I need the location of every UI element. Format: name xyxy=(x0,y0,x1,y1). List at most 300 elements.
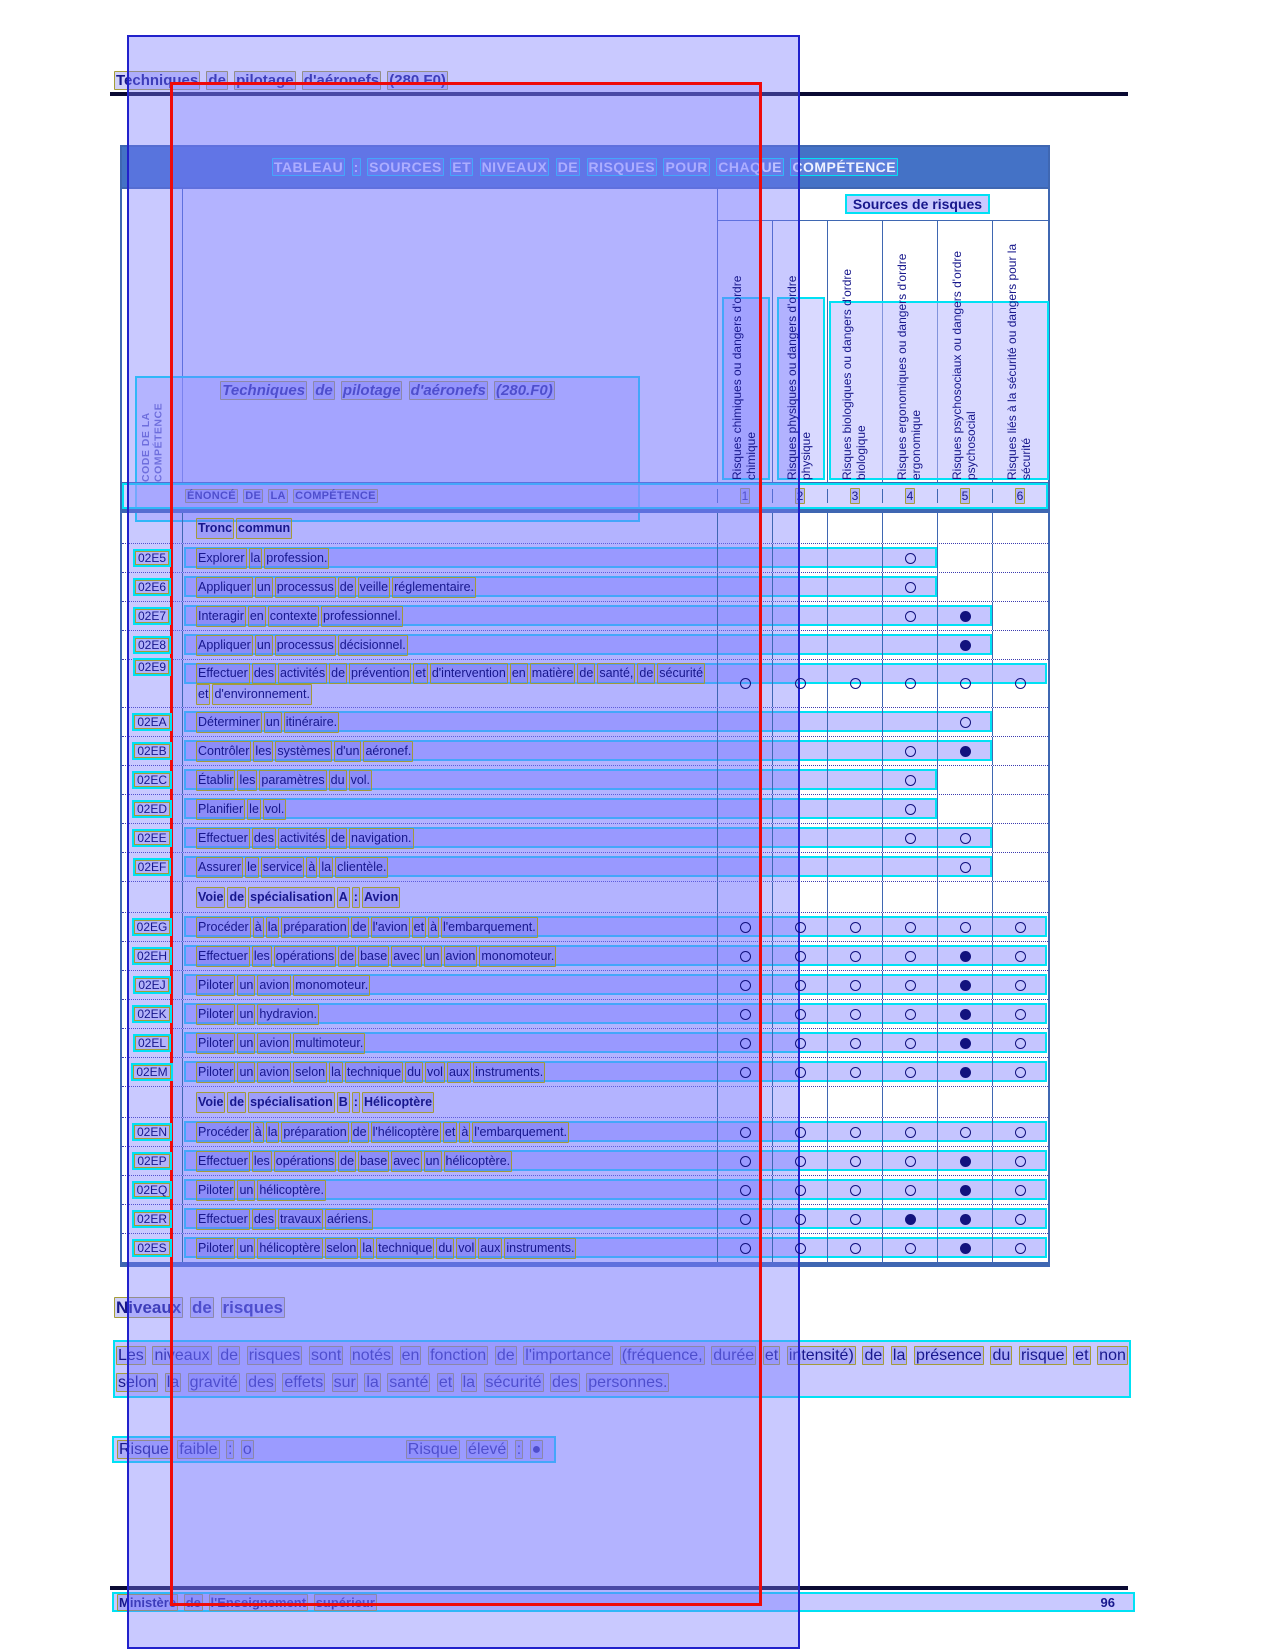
risk-marker-filled xyxy=(960,611,971,622)
risk-marker-open-cell xyxy=(772,1176,827,1204)
empty-cell xyxy=(772,824,827,852)
risk-marker-open xyxy=(905,582,916,593)
risk-marker-filled-cell xyxy=(937,942,992,970)
table-row xyxy=(122,543,1048,572)
table-row xyxy=(122,1146,1048,1175)
row-code: 02E9 xyxy=(122,660,182,674)
risk-marker-open-cell xyxy=(772,1118,827,1146)
table-header xyxy=(122,189,1048,482)
risk-marker-open-cell xyxy=(827,1147,882,1175)
row-text: Appliquer un processus décisionnel. xyxy=(182,631,717,659)
row-code: 02EJ xyxy=(122,978,182,992)
risk-marker-open xyxy=(795,1038,806,1049)
empty-cell xyxy=(772,544,827,572)
row-text: Explorer la profession. xyxy=(182,544,717,572)
risk-marker-open-cell xyxy=(717,1176,772,1204)
table-body xyxy=(122,513,1048,1262)
col-number: 4 xyxy=(882,489,937,503)
risk-marker-open xyxy=(960,1127,971,1138)
risk-column-label: Risques psychosociaux ou dangers d'ordre psychosocial xyxy=(950,250,979,480)
risk-marker-open xyxy=(740,951,751,962)
risk-marker-open-cell xyxy=(772,942,827,970)
risk-marker-filled xyxy=(960,1185,971,1196)
empty-cell xyxy=(992,544,1047,572)
table-row xyxy=(122,852,1048,881)
risk-marker-filled-cell xyxy=(937,1176,992,1204)
empty-cell xyxy=(882,513,937,543)
risk-marker-open-cell xyxy=(992,942,1047,970)
risk-marker-open xyxy=(960,833,971,844)
risk-marker-open xyxy=(795,1127,806,1138)
risk-marker-open xyxy=(1015,1038,1026,1049)
row-code: 02ER xyxy=(122,1212,182,1226)
risk-marker-open-cell xyxy=(717,1000,772,1028)
risk-marker-filled xyxy=(960,980,971,991)
risk-marker-open xyxy=(850,980,861,991)
risk-marker-open-cell xyxy=(882,737,937,765)
risk-marker-filled-cell xyxy=(937,971,992,999)
footer-line xyxy=(112,1592,1135,1612)
risk-marker-open xyxy=(850,1156,861,1167)
col-number: 3 xyxy=(827,489,882,503)
row-text: Planifier le vol. xyxy=(182,795,717,823)
risk-marker-open-cell xyxy=(937,853,992,881)
risk-marker-filled xyxy=(960,746,971,757)
risk-marker-open xyxy=(905,1185,916,1196)
empty-cell xyxy=(827,824,882,852)
risk-marker-filled-cell xyxy=(937,631,992,659)
risk-marker-open xyxy=(1015,980,1026,991)
empty-cell xyxy=(772,1087,827,1117)
risk-marker-filled-cell xyxy=(937,1234,992,1262)
risk-marker-open xyxy=(960,862,971,873)
risk-marker-open-cell xyxy=(992,1176,1047,1204)
empty-cell xyxy=(992,795,1047,823)
risk-marker-open xyxy=(905,804,916,815)
col-number: 1 xyxy=(717,489,772,503)
empty-cell xyxy=(937,513,992,543)
table-row xyxy=(122,941,1048,970)
empty-cell xyxy=(772,708,827,736)
risk-marker-open xyxy=(905,775,916,786)
risk-marker-open xyxy=(740,1243,751,1254)
risk-marker-open xyxy=(795,1156,806,1167)
risk-marker-open-cell xyxy=(772,1205,827,1233)
risk-column-label: Risques physiques ou dangers d'ordre physique xyxy=(785,275,814,480)
risk-marker-open-cell xyxy=(992,1058,1047,1086)
risk-marker-open xyxy=(850,922,861,933)
risk-marker-filled-cell xyxy=(882,1205,937,1233)
risk-marker-open-cell xyxy=(882,795,937,823)
niveaux-paragraph: Les niveaux de risques sont notés en fonction de l'importance (fréquence, durée et intensité) de la présence du risque et non selon la gravité des effets sur la santé et la sécurité des personnes. xyxy=(113,1340,1131,1398)
risk-marker-open xyxy=(1015,1156,1026,1167)
empty-cell xyxy=(992,631,1047,659)
row-code: 02E7 xyxy=(122,609,182,623)
risk-marker-open xyxy=(905,1038,916,1049)
table-row xyxy=(122,765,1048,794)
empty-cell xyxy=(717,737,772,765)
footer-ministry: Ministère de l'Enseignement supérieur xyxy=(119,1594,375,1610)
empty-cell xyxy=(882,631,937,659)
empty-cell xyxy=(717,766,772,794)
table-row xyxy=(122,601,1048,630)
table-row xyxy=(122,630,1048,659)
program-title: Techniques de pilotage d'aéronefs (280.F0) xyxy=(222,382,553,399)
empty-cell xyxy=(882,882,937,912)
col-number: 6 xyxy=(992,489,1047,503)
empty-cell xyxy=(992,708,1047,736)
table-row xyxy=(122,794,1048,823)
risk-marker-open-cell xyxy=(992,1000,1047,1028)
risk-marker-open-cell xyxy=(992,1118,1047,1146)
risk-marker-open-cell xyxy=(882,913,937,941)
risk-marker-filled xyxy=(905,1214,916,1225)
row-text: Effectuer les opérations de base avec un hélicoptère. xyxy=(182,1147,717,1175)
risk-marker-open xyxy=(850,1243,861,1254)
empty-cell xyxy=(992,737,1047,765)
risk-marker-open xyxy=(795,1214,806,1225)
risk-marker-open xyxy=(1015,1127,1026,1138)
risk-marker-open xyxy=(795,951,806,962)
risk-marker-open xyxy=(905,1243,916,1254)
row-text: Piloter un hélicoptère selon la technique du vol aux instruments. xyxy=(182,1234,717,1262)
table-row xyxy=(122,1175,1048,1204)
risk-marker-filled xyxy=(960,1067,971,1078)
row-text: Effectuer des activités de prévention et d'intervention en matière de santé, de sécurité et d'environnement. xyxy=(182,660,717,707)
empty-cell xyxy=(992,766,1047,794)
empty-cell xyxy=(992,602,1047,630)
risk-marker-open-cell xyxy=(717,971,772,999)
legend-low: Risque faible : o xyxy=(119,1440,252,1458)
risk-marker-filled xyxy=(960,951,971,962)
risk-marker-open xyxy=(1015,922,1026,933)
footer-page-number: 96 xyxy=(1100,1594,1115,1610)
risk-marker-open-cell xyxy=(717,942,772,970)
row-text: Piloter un hydravion. xyxy=(182,1000,717,1028)
col-number: 5 xyxy=(937,489,992,503)
row-code: 02EC xyxy=(122,773,182,787)
empty-cell xyxy=(772,602,827,630)
section-row xyxy=(122,881,1048,912)
row-text: Voie de spécialisation A : Avion xyxy=(182,882,717,912)
risk-marker-open-cell xyxy=(772,971,827,999)
row-text: Interagir en contexte professionnel. xyxy=(182,602,717,630)
empty-cell xyxy=(772,737,827,765)
row-text: Tronc commun xyxy=(182,513,717,543)
row-code: 02E8 xyxy=(122,638,182,652)
row-code: 02EB xyxy=(122,744,182,758)
risk-marker-open-cell xyxy=(882,824,937,852)
empty-cell xyxy=(827,631,882,659)
risk-marker-open-cell xyxy=(882,971,937,999)
row-code: 02ES xyxy=(122,1241,182,1255)
risk-marker-open xyxy=(960,678,971,689)
risk-marker-open xyxy=(905,746,916,757)
empty-cell xyxy=(717,631,772,659)
risk-marker-open xyxy=(905,833,916,844)
empty-cell xyxy=(772,882,827,912)
risk-marker-open-cell xyxy=(937,1118,992,1146)
empty-cell xyxy=(992,1087,1047,1117)
empty-cell xyxy=(827,853,882,881)
row-text: Piloter un hélicoptère. xyxy=(182,1176,717,1204)
table-row xyxy=(122,659,1048,707)
risk-marker-open-cell xyxy=(882,766,937,794)
risk-marker-filled-cell xyxy=(937,1000,992,1028)
risk-marker-open-cell xyxy=(992,1234,1047,1262)
risk-marker-filled-cell xyxy=(937,1058,992,1086)
empty-cell xyxy=(882,853,937,881)
risk-marker-open-cell xyxy=(772,913,827,941)
row-text: Voie de spécialisation B : Hélicoptère xyxy=(182,1087,717,1117)
risk-marker-open-cell xyxy=(882,602,937,630)
row-text: Effectuer des activités de navigation. xyxy=(182,824,717,852)
risk-marker-open-cell xyxy=(772,660,827,707)
row-text: Procéder à la préparation de l'hélicoptère et à l'embarquement. xyxy=(182,1118,717,1146)
risk-marker-open-cell xyxy=(717,1205,772,1233)
risk-marker-open xyxy=(795,922,806,933)
risk-marker-open xyxy=(850,1009,861,1020)
risk-column-label: Risques biologiques ou dangers d'ordre biologique xyxy=(840,268,869,480)
risk-marker-open xyxy=(850,951,861,962)
risk-marker-open xyxy=(740,678,751,689)
risk-marker-open xyxy=(960,717,971,728)
empty-cell xyxy=(772,853,827,881)
risk-marker-filled xyxy=(960,1009,971,1020)
risk-column-label: Risques liés à la sécurité ou dangers pour la sécurité xyxy=(1005,243,1034,480)
risk-marker-open xyxy=(1015,1243,1026,1254)
risk-marker-open-cell xyxy=(992,1029,1047,1057)
empty-cell xyxy=(937,882,992,912)
empty-cell xyxy=(937,573,992,601)
risk-marker-open-cell xyxy=(882,660,937,707)
section-row xyxy=(122,1086,1048,1117)
risk-marker-open-cell xyxy=(717,1234,772,1262)
empty-cell xyxy=(717,882,772,912)
risk-marker-filled xyxy=(960,1214,971,1225)
empty-cell xyxy=(717,795,772,823)
risk-marker-open-cell xyxy=(717,1029,772,1057)
risk-marker-filled-cell xyxy=(937,602,992,630)
risk-marker-filled xyxy=(960,1038,971,1049)
empty-cell xyxy=(717,1087,772,1117)
risk-marker-open-cell xyxy=(717,913,772,941)
risk-marker-open-cell xyxy=(992,1147,1047,1175)
risk-marker-open-cell xyxy=(882,1234,937,1262)
empty-cell xyxy=(992,853,1047,881)
enonce-row xyxy=(122,482,1048,513)
col-number: 2 xyxy=(772,489,827,503)
risk-marker-open xyxy=(905,678,916,689)
empty-cell xyxy=(717,544,772,572)
risk-marker-open-cell xyxy=(882,942,937,970)
table-row xyxy=(122,707,1048,736)
row-code: 02EP xyxy=(122,1154,182,1168)
legend-high: Risque élevé : ● xyxy=(407,1440,542,1458)
empty-cell xyxy=(717,602,772,630)
risk-marker-filled-cell xyxy=(937,1029,992,1057)
row-code: 02E5 xyxy=(122,551,182,565)
risk-marker-open xyxy=(850,1067,861,1078)
table-row xyxy=(122,970,1048,999)
risk-marker-open-cell xyxy=(937,708,992,736)
empty-cell xyxy=(827,795,882,823)
enonce-label: ÉNONCÉ DE LA COMPÉTENCE xyxy=(187,490,376,502)
risk-marker-open-cell xyxy=(992,1205,1047,1233)
risk-marker-open xyxy=(850,1185,861,1196)
table-row xyxy=(122,823,1048,852)
empty-cell xyxy=(717,513,772,543)
risk-marker-open xyxy=(740,1009,751,1020)
risk-marker-open-cell xyxy=(717,1147,772,1175)
empty-cell xyxy=(827,544,882,572)
risk-marker-open-cell xyxy=(992,913,1047,941)
risk-marker-open xyxy=(795,678,806,689)
risk-marker-open xyxy=(1015,1185,1026,1196)
risk-marker-open xyxy=(795,1243,806,1254)
risk-marker-open xyxy=(740,1127,751,1138)
empty-cell xyxy=(937,1087,992,1117)
empty-cell xyxy=(827,737,882,765)
risk-marker-open xyxy=(850,1038,861,1049)
competence-table xyxy=(120,145,1050,1267)
empty-cell xyxy=(827,513,882,543)
risk-marker-open xyxy=(850,678,861,689)
risk-marker-open-cell xyxy=(882,1058,937,1086)
empty-cell xyxy=(827,1087,882,1117)
row-code: 02EA xyxy=(122,715,182,729)
empty-cell xyxy=(717,853,772,881)
empty-cell xyxy=(772,513,827,543)
table-row xyxy=(122,1233,1048,1262)
empty-cell xyxy=(772,795,827,823)
risk-marker-open-cell xyxy=(937,913,992,941)
risk-marker-open xyxy=(1015,1214,1026,1225)
empty-cell xyxy=(937,766,992,794)
risk-marker-open-cell xyxy=(882,544,937,572)
table-row xyxy=(122,912,1048,941)
grid-line xyxy=(717,220,1048,221)
row-text: Procéder à la préparation de l'avion et à l'embarquement. xyxy=(182,913,717,941)
sources-header: Sources de risques xyxy=(717,194,1048,214)
risk-marker-open xyxy=(905,1156,916,1167)
empty-cell xyxy=(772,766,827,794)
header-rule xyxy=(110,92,1128,96)
risk-marker-open xyxy=(740,1214,751,1225)
risk-marker-open-cell xyxy=(992,660,1047,707)
risk-marker-open-cell xyxy=(772,1147,827,1175)
risk-marker-open xyxy=(740,1038,751,1049)
risk-marker-open-cell xyxy=(717,1058,772,1086)
risk-column-label: Risques ergonomiques ou dangers d'ordre ergonomique xyxy=(895,253,924,480)
risk-marker-open xyxy=(1015,1009,1026,1020)
risk-marker-filled-cell xyxy=(937,1147,992,1175)
risk-marker-open xyxy=(740,1185,751,1196)
risk-marker-open xyxy=(740,980,751,991)
section-row xyxy=(122,513,1048,543)
risk-marker-open-cell xyxy=(827,1000,882,1028)
row-code: 02EQ xyxy=(122,1183,182,1197)
risk-marker-filled xyxy=(960,1243,971,1254)
empty-cell xyxy=(937,544,992,572)
row-text: Déterminer un itinéraire. xyxy=(182,708,717,736)
risk-marker-open xyxy=(905,553,916,564)
risk-marker-open-cell xyxy=(772,1000,827,1028)
table-row xyxy=(122,1028,1048,1057)
empty-cell xyxy=(937,795,992,823)
footer-rule xyxy=(110,1586,1128,1590)
niveaux-heading: Niveaux de risques xyxy=(116,1298,283,1317)
empty-cell xyxy=(827,882,882,912)
risk-marker-filled xyxy=(960,640,971,651)
risk-marker-open-cell xyxy=(937,824,992,852)
risk-marker-open-cell xyxy=(882,1029,937,1057)
row-text: Appliquer un processus de veille réglementaire. xyxy=(182,573,717,601)
empty-cell xyxy=(827,573,882,601)
row-code: 02EF xyxy=(122,860,182,874)
risk-marker-open-cell xyxy=(882,573,937,601)
risk-marker-open-cell xyxy=(827,1029,882,1057)
table-title: TABLEAU : SOURCES ET NIVEAUX DE RISQUES POUR CHAQUE COMPÉTENCE xyxy=(122,147,1048,189)
row-text: Piloter un avion monomoteur. xyxy=(182,971,717,999)
row-text: Piloter un avion selon la technique du vol aux instruments. xyxy=(182,1058,717,1086)
table-row xyxy=(122,1204,1048,1233)
table-row xyxy=(122,572,1048,601)
risk-marker-open xyxy=(1015,1067,1026,1078)
risk-marker-open-cell xyxy=(772,1058,827,1086)
risk-marker-open xyxy=(905,1127,916,1138)
risk-marker-open-cell xyxy=(827,913,882,941)
risk-marker-open xyxy=(1015,678,1026,689)
row-code: 02EN xyxy=(122,1125,182,1139)
risk-marker-open xyxy=(1015,951,1026,962)
row-code: 02EL xyxy=(122,1036,182,1050)
risk-marker-filled-cell xyxy=(937,1205,992,1233)
empty-cell xyxy=(882,1087,937,1117)
risk-marker-open-cell xyxy=(882,1000,937,1028)
empty-cell xyxy=(717,708,772,736)
risk-marker-open xyxy=(905,1009,916,1020)
risk-marker-open-cell xyxy=(992,971,1047,999)
risk-marker-open-cell xyxy=(772,1029,827,1057)
risk-marker-open-cell xyxy=(772,1234,827,1262)
risk-marker-open-cell xyxy=(827,1234,882,1262)
empty-cell xyxy=(882,708,937,736)
table-row xyxy=(122,736,1048,765)
row-code: 02E6 xyxy=(122,580,182,594)
risk-marker-open xyxy=(905,922,916,933)
row-code: 02EK xyxy=(122,1007,182,1021)
risk-marker-open xyxy=(740,1156,751,1167)
doc-header-title: Techniques de pilotage d'aéronefs (280.F0) xyxy=(116,72,446,89)
risk-marker-open xyxy=(740,1067,751,1078)
risk-marker-open-cell xyxy=(717,660,772,707)
risk-marker-open xyxy=(905,951,916,962)
risk-marker-open xyxy=(850,1127,861,1138)
empty-cell xyxy=(717,573,772,601)
risk-marker-open-cell xyxy=(827,942,882,970)
risk-marker-open-cell xyxy=(827,971,882,999)
risk-marker-open xyxy=(905,611,916,622)
empty-cell xyxy=(827,708,882,736)
row-text: Piloter un avion multimoteur. xyxy=(182,1029,717,1057)
risk-marker-open xyxy=(905,1067,916,1078)
row-code: 02ED xyxy=(122,802,182,816)
empty-cell xyxy=(992,882,1047,912)
empty-cell xyxy=(827,766,882,794)
empty-cell xyxy=(992,824,1047,852)
empty-cell xyxy=(992,513,1047,543)
